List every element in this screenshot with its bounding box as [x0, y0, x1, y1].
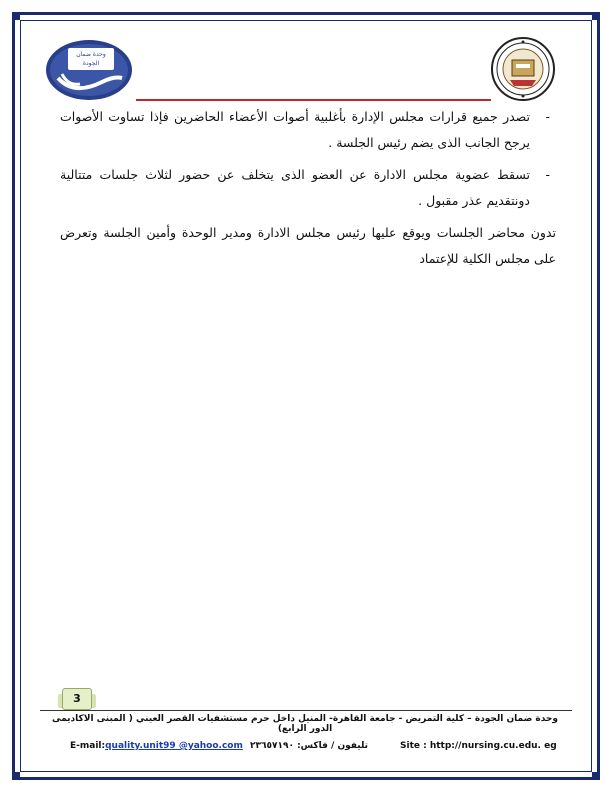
quality-unit-logo — [44, 38, 134, 102]
corner-ornament — [12, 772, 20, 780]
corner-ornament — [12, 12, 20, 20]
phone-fax: تليفون / فاكس: ٢٣٦٥٧١٩٠ — [250, 741, 368, 751]
faculty-seal-logo — [490, 36, 556, 102]
corner-ornament — [592, 12, 600, 20]
email-label: E-mail: — [70, 741, 106, 751]
corner-ornament — [592, 772, 600, 780]
logo-text-line1: وحدة ضمان — [76, 51, 106, 58]
list-item — [60, 104, 556, 156]
bullet-text: تصدر جميع قرارات مجلس الإدارة بأغلبية أصوات الأعضاء الحاضرين فإذا تساوت الأصوات يرجح الجانب الذى يضم رئيس الجلسة . — [60, 109, 530, 150]
list-item — [60, 162, 556, 214]
page-content — [60, 104, 556, 272]
bullet-dash: - — [545, 109, 550, 124]
logo-text-line2: الجودة — [82, 60, 100, 67]
bullet-dash: - — [545, 167, 550, 182]
page-number: 3 — [62, 688, 92, 710]
header-divider — [136, 99, 491, 101]
email-link[interactable]: quality.unit99 @yahoo.com — [105, 741, 243, 751]
footer-divider — [40, 710, 572, 711]
body-paragraph: تدون محاضر الجلسات ويوقع عليها رئيس مجلس الادارة ومدير الوحدة وأمين الجلسة وتعرض على مجلس الكلية للإعتماد — [60, 225, 556, 266]
footer-address: وحدة ضمان الجودة – كلية التمريض - جامعة القاهرة- المنيل داخل حرم مستشفيات القصر العيني ( المبنى الاكاديمى الدور الرابع) — [52, 714, 558, 734]
email-block — [70, 741, 243, 751]
bullet-text: تسقط عضوية مجلس الادارة عن العضو الذى يتخلف عن حضور لثلاث جلسات متتالية دونتقديم عذر مقبول . — [60, 167, 530, 208]
footer-contacts — [70, 741, 570, 755]
site-link[interactable]: Site : http://nursing.cu.edu. eg — [400, 741, 557, 751]
